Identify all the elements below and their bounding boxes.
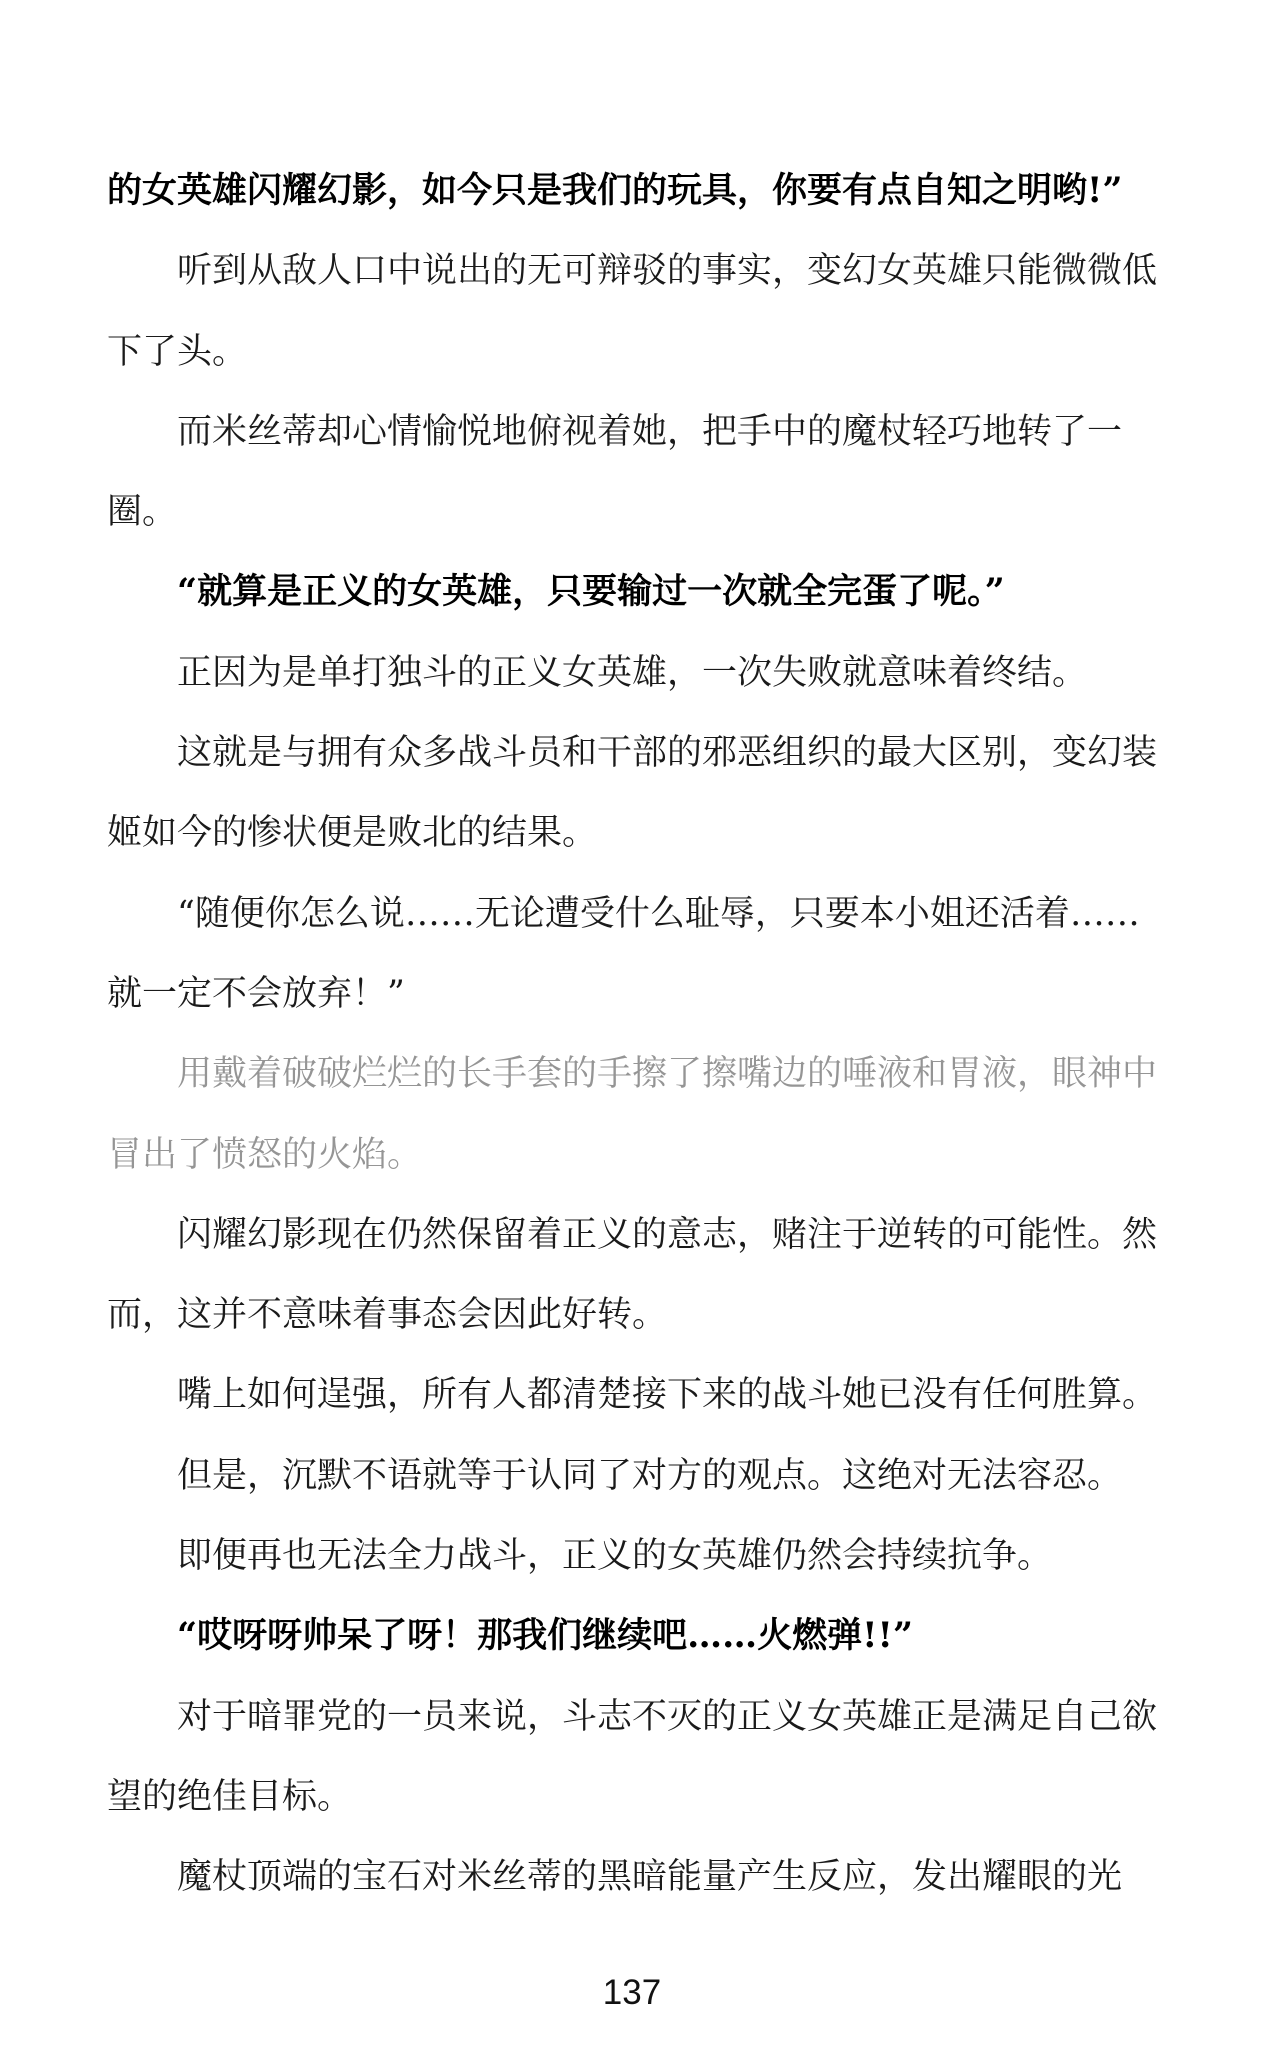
body-text	[107, 151, 1217, 1918]
text-line: 嘴上如何逞强，所有人都清楚接下来的战斗她已没有任何胜算。	[177, 1375, 1158, 1416]
text-line: 听到从敌人口中说出的无可辩驳的事实，变幻女英雄只能微微低	[177, 251, 1158, 292]
text-line: 正因为是单打独斗的正义女英雄，一次失败就意味着终结。	[177, 652, 1088, 693]
narration-paragraph	[107, 1355, 1217, 1435]
text-line: 姬如今的惨状便是败北的结果。	[107, 813, 598, 854]
text-line: “就算是正义的女英雄，只要输过一次就全完蛋了呢。”	[177, 571, 1005, 613]
text-line: 冒出了愤怒的火焰。	[107, 1134, 423, 1175]
text-line: 用戴着破破烂烂的长手套的手擦了擦嘴边的唾液和胃液，眼神中	[177, 1054, 1158, 1095]
dialogue-paragraph	[107, 552, 1217, 632]
narration-paragraph	[107, 1837, 1217, 1917]
text-line: 望的绝佳目标。	[107, 1776, 353, 1817]
narration-paragraph	[107, 1436, 1217, 1516]
text-line: 对于暗罪党的一员来说，斗志不灭的正义女英雄正是满足自己欲	[177, 1696, 1158, 1737]
narration-paragraph	[107, 713, 1217, 874]
text-line: 而米丝蒂却心情愉悦地俯视着她，把手中的魔杖轻巧地转了一	[177, 411, 1123, 452]
text-line: 即便再也无法全力战斗，正义的女英雄仍然会持续抗争。	[177, 1536, 1053, 1577]
narration-paragraph	[107, 1516, 1217, 1596]
text-line: 而，这并不意味着事态会因此好转。	[107, 1295, 668, 1336]
narration-paragraph	[107, 633, 1217, 713]
dialogue-paragraph	[107, 874, 1217, 1035]
narration-paragraph	[107, 1195, 1217, 1356]
text-line: “哎呀呀帅呆了呀！那我们继续吧……火燃弹!!”	[177, 1615, 913, 1657]
text-line: 就一定不会放弃！”	[107, 973, 405, 1014]
text-line: 圈。	[107, 492, 178, 533]
text-line: 但是，沉默不语就等于认同了对方的观点。这绝对无法容忍。	[177, 1455, 1123, 1496]
page-number: 137	[602, 1973, 662, 2012]
text-line: “随便你怎么说……无论遭受什么耻辱，只要本小姐还活着……	[177, 893, 1140, 934]
dialogue-paragraph	[107, 1596, 1217, 1676]
narration-paragraph	[107, 392, 1217, 553]
text-line: 这就是与拥有众多战斗员和干部的邪恶组织的最大区别，变幻装	[177, 733, 1158, 774]
text-line: 魔杖顶端的宝石对米丝蒂的黑暗能量产生反应，发出耀眼的光	[177, 1857, 1123, 1898]
text-line: 闪耀幻影现在仍然保留着正义的意志，赌注于逆转的可能性。然	[177, 1214, 1158, 1255]
narration-paragraph	[107, 231, 1217, 392]
text-line: 下了头。	[107, 331, 248, 372]
narration-paragraph	[107, 1677, 1217, 1838]
narration-paragraph	[107, 1034, 1217, 1195]
dialogue-paragraph	[107, 151, 1217, 231]
text-line: 的女英雄闪耀幻影，如今只是我们的玩具，你要有点自知之明哟!”	[107, 170, 1123, 211]
